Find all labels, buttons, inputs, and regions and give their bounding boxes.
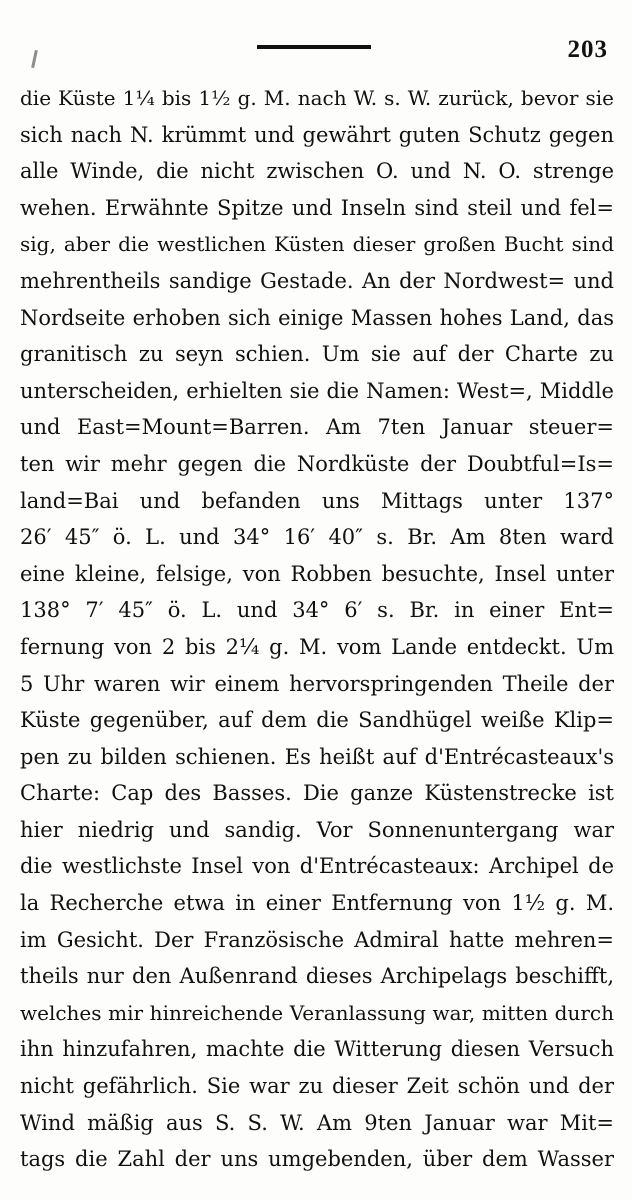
- text-line: la Recherche etwa in einer Entfernung von 1½ g. M.: [20, 891, 614, 916]
- text-line: ten wir mehr gegen die Nordküste der Doubtful=Is=: [20, 451, 614, 476]
- text-line: 138° 7′ 45″ ö. L. und 34° 6′ s. Br. in einer Ent=: [20, 598, 614, 623]
- text-line: theils nur den Außenrand dieses Archipelags beschifft,: [20, 964, 614, 989]
- text-line: tags die Zahl der uns umgebenden, über dem Wasser: [20, 1147, 614, 1172]
- header-rule: [257, 45, 371, 49]
- ink-mark: [31, 50, 38, 68]
- text-line: 26′ 45″ ö. L. und 34° 16′ 40″ s. Br. Am 8ten ward: [20, 525, 614, 550]
- text-line: welches mir hinreichende Veranlassung war, mitten durch: [20, 1000, 614, 1025]
- text-line: sich nach N. krümmt und gewährt guten Schutz gegen: [20, 122, 614, 147]
- text-line: mehrentheils sandige Gestade. An der Nordwest= und: [20, 268, 614, 293]
- text-line: Charte: Cap des Basses. Die ganze Küstenstrecke ist: [20, 781, 614, 806]
- text-line: wehen. Erwähnte Spitze und Inseln sind steil und fel=: [20, 195, 614, 220]
- page-number: 203: [567, 36, 608, 63]
- text-line: hier niedrig und sandig. Vor Sonnenuntergang war: [20, 817, 614, 842]
- body-text: [20, 80, 614, 1178]
- text-line: sig, aber die westlichen Küsten dieser großen Bucht sind: [20, 232, 614, 257]
- text-line: granitisch zu seyn schien. Um sie auf der Charte zu: [20, 342, 614, 367]
- text-line: die Küste 1¼ bis 1½ g. M. nach W. s. W. zurück, bevor sie: [20, 86, 614, 110]
- text-line: 5 Uhr waren wir einem hervorspringenden Theile der: [20, 671, 614, 696]
- text-line: Küste gegenüber, auf dem die Sandhügel weiße Klip=: [20, 708, 614, 733]
- text-line: Wind mäßig aus S. S. W. Am 9ten Januar war Mit=: [20, 1110, 614, 1135]
- text-line: eine kleine, felsige, von Robben besuchte, Insel unter: [20, 561, 614, 586]
- text-line: unterscheiden, erhielten sie die Namen: West=, Middle: [20, 378, 614, 403]
- text-line: land=Bai und befanden uns Mittags unter 137°: [20, 488, 614, 513]
- text-line: alle Winde, die nicht zwischen O. und N. O. strenge: [20, 159, 614, 184]
- text-line: fernung von 2 bis 2¼ g. M. vom Lande entdeckt. Um: [20, 634, 614, 659]
- text-line: und East=Mount=Barren. Am 7ten Januar steuer=: [20, 415, 614, 440]
- text-line: im Gesicht. Der Französische Admiral hatte mehren=: [20, 927, 614, 952]
- text-line: ihn hinzufahren, machte die Witterung diesen Versuch: [20, 1037, 614, 1062]
- text-line: nicht gefährlich. Sie war zu dieser Zeit schön und der: [20, 1074, 614, 1099]
- text-line: Nordseite erhoben sich einige Massen hohes Land, das: [20, 305, 614, 330]
- text-line: die westlichste Insel von d'Entrécasteaux: Archipel de: [20, 854, 614, 879]
- text-line: pen zu bilden schienen. Es heißt auf d'Entrécasteaux's: [20, 744, 614, 769]
